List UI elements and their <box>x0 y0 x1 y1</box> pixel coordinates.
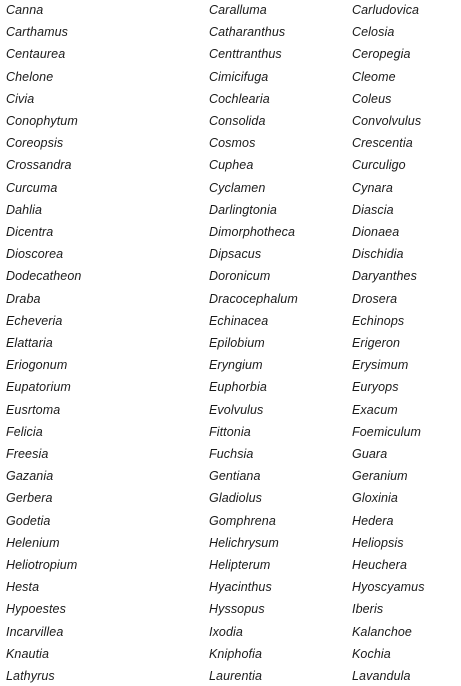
plant-name: Cochlearia <box>209 91 270 106</box>
plant-name: Lathyrus <box>6 669 55 683</box>
plant-name: Doronicum <box>209 269 271 284</box>
plant-name: Celosia <box>352 25 395 40</box>
plant-name: Hyoscyamus <box>352 580 425 595</box>
plant-name: Dioscorea <box>6 247 64 262</box>
plant-name: Fuchsia <box>209 447 254 461</box>
plant-name: Erysimum <box>352 358 409 373</box>
plant-name: Cimicifuga <box>209 69 269 84</box>
plant-name: Gloxinia <box>352 491 398 506</box>
plant-name: Incarvillea <box>6 624 64 639</box>
plant-name: Cosmos <box>209 136 256 151</box>
plant-name: Exacum <box>352 402 398 417</box>
plant-name: Dodecatheon <box>6 269 82 284</box>
plant-name: Cyclamen <box>209 180 266 195</box>
plant-name: Heliotropium <box>6 558 78 572</box>
plant-name: Heuchera <box>352 558 407 572</box>
plant-name: Centtranthus <box>209 47 282 62</box>
plant-name: Coreopsis <box>6 136 64 151</box>
plant-name: Geranium <box>352 469 408 484</box>
plant-name: Crescentia <box>352 136 413 151</box>
plant-name: Fittonia <box>209 424 251 439</box>
plant-name: Godetia <box>6 513 51 528</box>
plant-name: Chelone <box>6 69 54 84</box>
plant-name: Felicia <box>6 424 43 439</box>
plant-name: Foemiculum <box>352 424 422 439</box>
plant-name: Daryanthes <box>352 269 417 284</box>
plant-name: Dionaea <box>352 225 400 239</box>
plant-name: Kochia <box>352 646 391 661</box>
plant-name: Heliopsis <box>352 535 404 550</box>
plant-name: Kalanchoe <box>352 624 412 639</box>
plant-name: Echeveria <box>6 313 63 328</box>
plant-name: Eupatorium <box>6 380 71 395</box>
plant-name: Carludovica <box>352 3 420 17</box>
plant-name: Drosera <box>352 291 398 306</box>
plant-name: Gladiolus <box>209 491 263 506</box>
plant-name: Dimorphotheca <box>209 225 296 239</box>
plant-name: Laurentia <box>209 669 263 683</box>
plant-name: Draba <box>6 291 41 306</box>
plant-name: Euphorbia <box>209 380 267 395</box>
plant-name: Cuphea <box>209 158 254 173</box>
plant-name: Caralluma <box>209 3 267 17</box>
plant-name: Iberis <box>352 602 384 617</box>
plant-name: Consolida <box>209 114 266 128</box>
plant-name: Cleome <box>352 69 396 84</box>
plant-name: Convolvulus <box>352 114 422 128</box>
plant-name: Echinops <box>352 313 405 328</box>
plant-name: Curcuma <box>6 180 58 195</box>
plant-name: Cynara <box>352 180 393 195</box>
plant-name: Gomphrena <box>209 513 276 528</box>
plant-name: Eriogonum <box>6 358 68 373</box>
plant-name: Hyacinthus <box>209 580 272 595</box>
plant-name: Knautia <box>6 646 50 661</box>
plant-name: Dracocephalum <box>209 291 298 306</box>
plant-name: Gazania <box>6 469 54 484</box>
plant-name: Helenium <box>6 535 60 550</box>
plant-name: Freesia <box>6 447 49 461</box>
plant-name: Diascia <box>352 202 394 217</box>
plant-name: Lavandula <box>352 669 411 683</box>
plant-name: Hyssopus <box>209 602 265 617</box>
plant-name: Catharanthus <box>209 25 286 40</box>
plant-name: Dipsacus <box>209 247 262 262</box>
plant-name: Dahlia <box>6 202 43 217</box>
plant-name: Civia <box>6 91 35 106</box>
plant-name: Crossandra <box>6 158 72 173</box>
plant-name: Helipterum <box>209 558 271 572</box>
plant-name: Epilobium <box>209 336 265 350</box>
plant-name: Conophytum <box>6 114 78 128</box>
plant-name: Eusrtoma <box>6 402 61 417</box>
plant-name: Elattaria <box>6 336 53 350</box>
plant-name: Gentiana <box>209 469 261 484</box>
plant-name: Coleus <box>352 91 392 106</box>
plant-name: Hesta <box>6 580 40 595</box>
plant-name: Kniphofia <box>209 646 263 661</box>
plant-name: Centaurea <box>6 47 66 62</box>
plant-name: Echinacea <box>209 313 269 328</box>
plant-name: Curculigo <box>352 158 406 173</box>
plant-name: Erigeron <box>352 336 401 350</box>
plant-name: Euryops <box>352 380 399 395</box>
plant-name: Darlingtonia <box>209 202 277 217</box>
plant-name: Dischidia <box>352 247 404 262</box>
plant-name: Hedera <box>352 513 394 528</box>
plant-name: Evolvulus <box>209 402 264 417</box>
plant-name: Dicentra <box>6 225 54 239</box>
plant-name: Guara <box>352 447 388 461</box>
plant-name: Helichrysum <box>209 535 279 550</box>
plant-name: Eryngium <box>209 358 263 373</box>
plant-name: Gerbera <box>6 491 53 506</box>
plant-name: Ixodia <box>209 624 243 639</box>
plant-name: Canna <box>6 3 44 17</box>
plant-name: Carthamus <box>6 25 69 40</box>
plant-name: Hypoestes <box>6 602 66 617</box>
plant-name: Ceropegia <box>352 47 411 62</box>
